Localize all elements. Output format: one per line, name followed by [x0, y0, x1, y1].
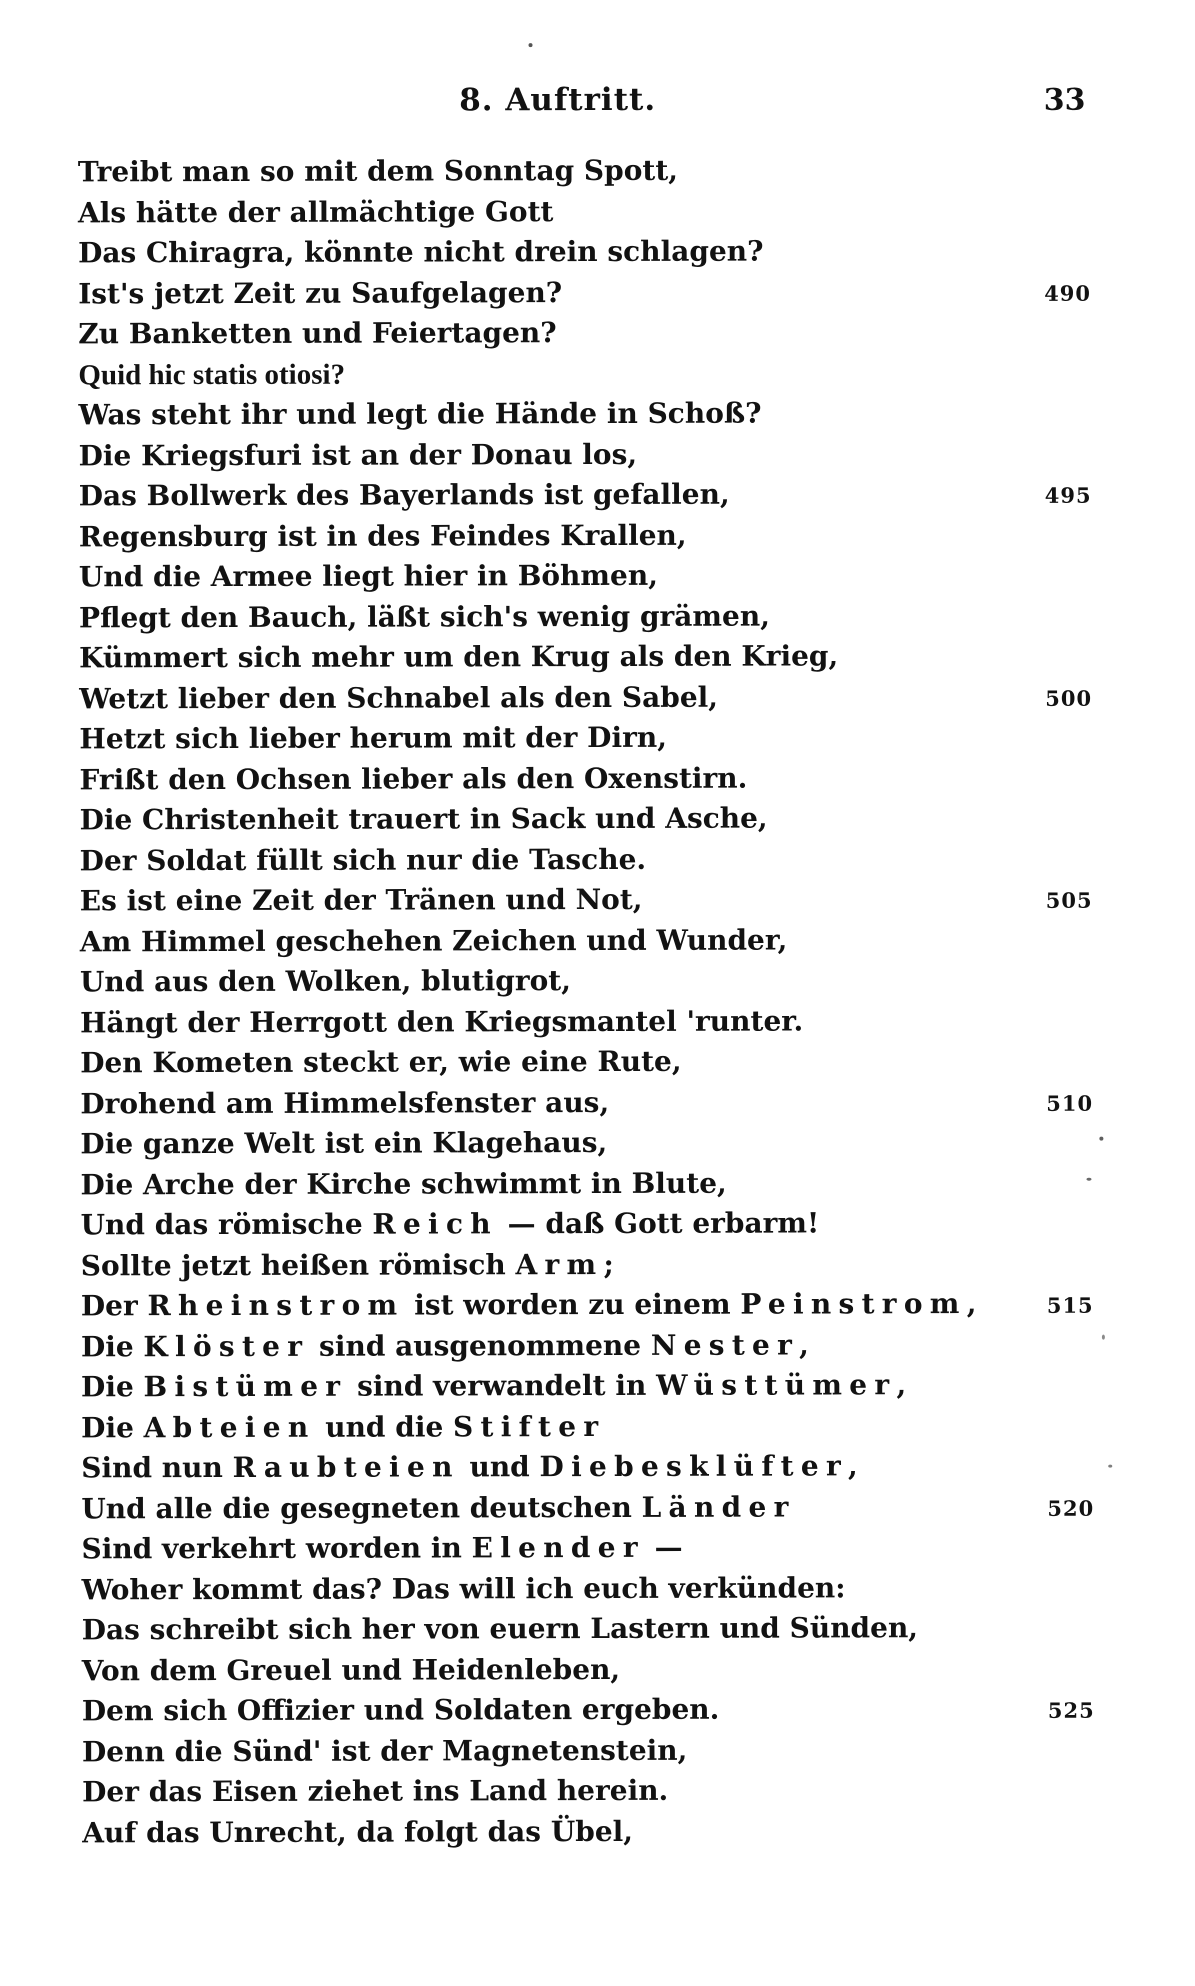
poem-line-text: Quid hic statis otiosi?	[78, 358, 346, 391]
poem-line-text: Was steht ihr und legt die Hände in Schoß?	[78, 396, 762, 432]
poem-line	[78, 231, 1153, 274]
scan-speck	[529, 43, 533, 47]
poem-line-text: Sind verkehrt worden in Elender —	[81, 1530, 683, 1566]
poem-line-text: Frißt den Ochsen lieber als den Oxenstirn.	[79, 761, 748, 796]
scan-speck	[1086, 1178, 1091, 1181]
poem-line-text: Die Arche der Kirche schwimmt in Blute,	[80, 1166, 727, 1201]
poem-line-text: Die Bistümer sind verwandelt in Wüsttümer,	[80, 1368, 907, 1404]
poem-line	[80, 1041, 1155, 1084]
poem-line	[80, 879, 1155, 922]
poem-line	[80, 1122, 1155, 1165]
poem-line	[81, 1365, 1156, 1408]
poem-line	[81, 1527, 1156, 1570]
poem-line	[82, 1608, 1157, 1651]
poem-line	[81, 1243, 1156, 1286]
poem-line	[79, 757, 1154, 800]
poem-line-text: Und alle die gesegneten deutschen Länder	[81, 1489, 796, 1525]
poem-line-text: Und aus den Wolken, blutigrot,	[79, 964, 571, 999]
poem-line-text: Treibt man so mit dem Sonntag Spott,	[77, 153, 679, 189]
poem-line-text: Am Himmel geschehen Zeichen und Wunder,	[79, 923, 788, 958]
poem-line-text: Und das römische Reich — daß Gott erbarm!	[80, 1206, 820, 1242]
verse-line-number: 500	[1045, 685, 1093, 711]
poem-line-text: Die Abteien und die Stifter	[81, 1409, 606, 1444]
poem-line	[79, 433, 1154, 476]
poem-line-text: Woher kommt das? Das will ich euch verkünden:	[81, 1570, 846, 1606]
poem-line	[78, 312, 1153, 355]
poem-line	[80, 1162, 1155, 1205]
poem-line	[79, 717, 1154, 760]
verse-line-number: 510	[1046, 1090, 1094, 1116]
scan-speck	[1099, 1137, 1103, 1141]
poem-line	[78, 150, 1153, 193]
poem-line-text: Zu Banketten und Feiertagen?	[78, 316, 557, 351]
poem-line-text: Kümmert sich mehr um den Krug als den Krieg,	[79, 639, 839, 675]
verse-line-number: 520	[1047, 1495, 1095, 1521]
poem-line	[79, 676, 1154, 719]
poem-line	[82, 1770, 1157, 1813]
poem-line-latin	[78, 352, 1153, 395]
poem-line	[80, 919, 1155, 962]
poem-line	[80, 1081, 1155, 1124]
poem-line	[79, 798, 1154, 841]
poem-line-text: Das Bollwerk des Bayerlands ist gefallen,	[78, 477, 730, 513]
poem-line-text: Das schreibt sich her von euern Lastern und Sünden,	[81, 1611, 919, 1647]
poem-line	[79, 514, 1154, 557]
poem-line-text: Und die Armee liegt hier in Böhmen,	[78, 558, 658, 594]
poem-line-text: Pflegt den Bauch, läßt sich's wenig grämen,	[78, 599, 770, 634]
poem-line	[79, 595, 1154, 638]
poem-line	[80, 838, 1155, 881]
poem-line-text: Es ist eine Zeit der Tränen und Not,	[79, 882, 643, 918]
verse-line-number: 515	[1046, 1292, 1094, 1318]
poem-line-text: Die ganze Welt ist ein Klagehaus,	[80, 1125, 608, 1161]
poem-line	[82, 1648, 1157, 1691]
poem-line-text: Ist's jetzt Zeit zu Saufgelagen?	[78, 275, 563, 310]
scene-heading: 8. Auftritt.	[459, 81, 657, 119]
verse-line-number: 495	[1044, 482, 1092, 508]
poem-line	[81, 1324, 1156, 1367]
poem-line-text: Das Chiragra, könnte nicht drein schlagen?	[78, 234, 764, 270]
poem-line	[80, 960, 1155, 1003]
poem-line	[78, 393, 1153, 436]
running-header	[398, 82, 718, 119]
poem-line	[81, 1405, 1156, 1448]
poem-line	[78, 190, 1153, 233]
poem-line	[79, 555, 1154, 598]
verse-line-number: 505	[1045, 887, 1093, 913]
poem-line-text: Denn die Sünd' ist der Magnetenstein,	[81, 1733, 688, 1768]
verse-line-number: 525	[1047, 1697, 1095, 1723]
poem-line	[82, 1810, 1157, 1853]
poem-line-text: Sind nun Raubteien und Diebesklüfter,	[81, 1449, 858, 1485]
poem-line	[81, 1284, 1156, 1327]
verse-line-number: 490	[1044, 280, 1092, 306]
poem-line-text: Als hätte der allmächtige Gott	[77, 194, 554, 229]
poem-text-block	[78, 150, 1157, 1854]
scan-speck	[1108, 1465, 1112, 1468]
poem-line	[81, 1486, 1156, 1529]
poem-line-text: Wetzt lieber den Schnabel als den Sabel,	[79, 680, 719, 715]
poem-line-text: Sollte jetzt heißen römisch Arm;	[80, 1247, 614, 1282]
poem-line-text: Der Rheinstrom ist worden zu einem Peinstrom,	[80, 1287, 977, 1323]
poem-line	[81, 1446, 1156, 1489]
poem-line	[78, 271, 1153, 314]
poem-line	[82, 1567, 1157, 1610]
poem-line	[80, 1000, 1155, 1043]
poem-line	[79, 474, 1154, 517]
poem-line-text: Die Klöster sind ausgenommene Nester,	[80, 1327, 809, 1363]
poem-line-text: Den Kometen steckt er, wie eine Rute,	[80, 1044, 682, 1080]
page-number: 33	[1043, 82, 1086, 118]
poem-line-text: Hetzt sich lieber herum mit der Dirn,	[79, 720, 667, 756]
poem-line	[79, 636, 1154, 679]
poem-line-text: Die Kriegsfuri ist an der Donau los,	[78, 437, 638, 472]
scan-speck	[1102, 1335, 1105, 1340]
poem-line	[82, 1689, 1157, 1732]
poem-line-text: Auf das Unrecht, da folgt das Übel,	[82, 1814, 634, 1849]
poem-line	[82, 1729, 1157, 1772]
poem-line-text: Dem sich Offizier und Soldaten ergeben.	[81, 1692, 720, 1728]
poem-line-text: Hängt der Herrgott den Kriegsmantel 'runter.	[80, 1003, 804, 1039]
poem-line-text: Der Soldat füllt sich nur die Tasche.	[79, 842, 647, 877]
poem-line-text: Regensburg ist in des Feindes Krallen,	[78, 518, 687, 553]
poem-line-text: Drohend am Himmelsfenster aus,	[80, 1085, 610, 1120]
poem-line-text: Die Christenheit trauert in Sack und Asche,	[79, 801, 768, 837]
poem-line-text: Von dem Greuel und Heidenleben,	[81, 1652, 621, 1687]
poem-line-text: Der das Eisen ziehet ins Land herein.	[82, 1773, 669, 1809]
poem-line	[81, 1203, 1156, 1246]
